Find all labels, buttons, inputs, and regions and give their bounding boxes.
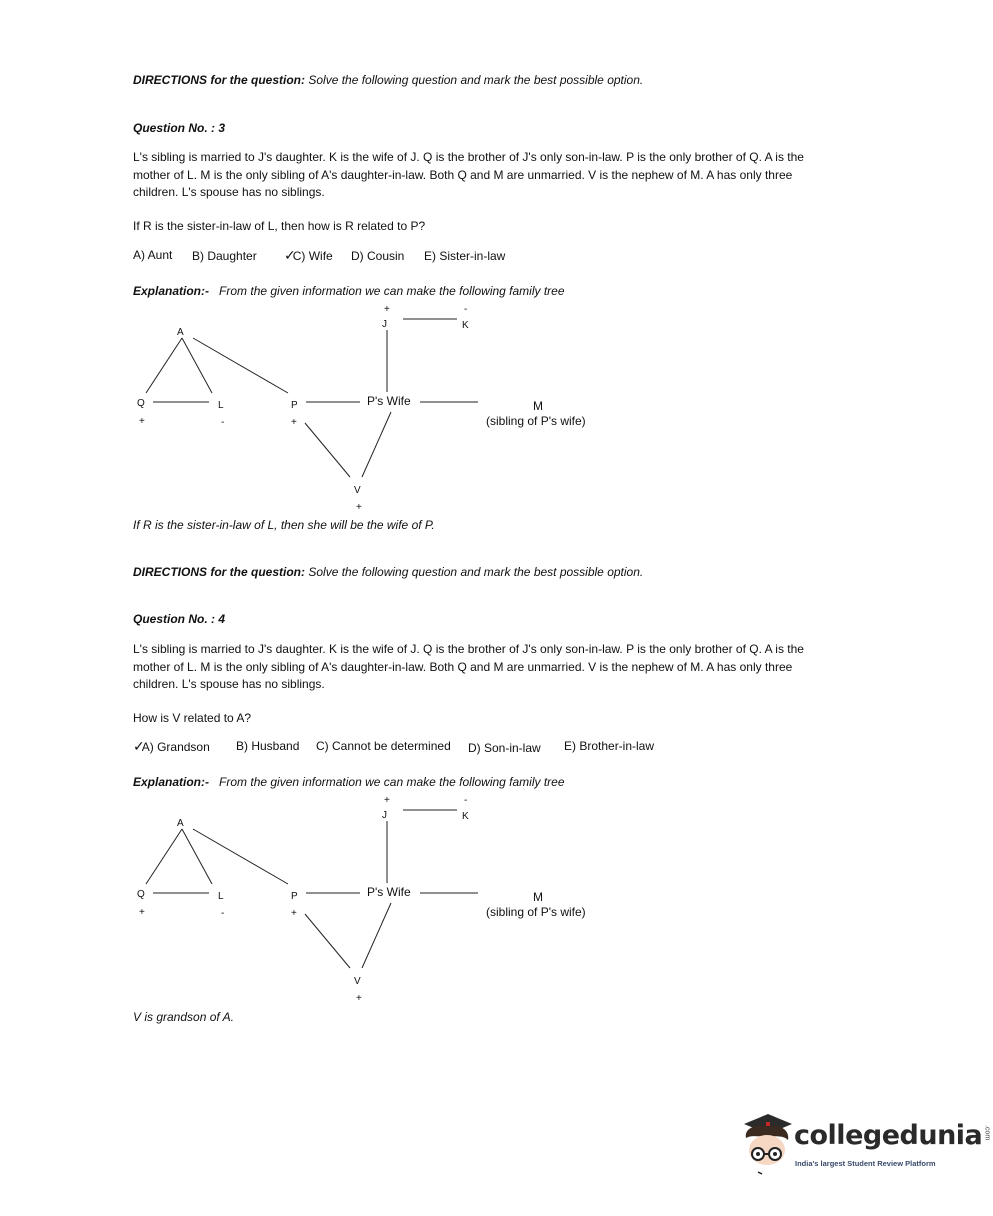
logo-tagline: India's largest Student Review Platform: [795, 1159, 936, 1168]
sign-l: -: [221, 908, 225, 919]
question-prompt: How is V related to A?: [133, 711, 252, 725]
family-tree-diagram: [0, 791, 993, 1011]
option-b[interactable]: B) Daughter: [192, 249, 257, 263]
node-a: A: [177, 327, 184, 338]
directions: DIRECTIONS for the question: Solve the following question and mark the best possible option.: [133, 565, 644, 579]
family-tree-diagram: [0, 300, 993, 520]
logo-wordmark: collegedunia.com: [794, 1120, 991, 1151]
node-l: L: [218, 891, 224, 902]
option-e[interactable]: E) Brother-in-law: [564, 739, 655, 753]
sign-k: -: [464, 304, 468, 315]
option-c[interactable]: ✓C) Wife: [284, 247, 333, 263]
directions: DIRECTIONS for the question: Solve the following question and mark the best possible option.: [133, 73, 644, 87]
node-j: J: [382, 810, 387, 821]
sign-j: +: [384, 304, 390, 315]
option-e[interactable]: E) Sister-in-law: [424, 249, 506, 263]
node-q: Q: [137, 398, 145, 409]
line-p-to-v: [305, 423, 350, 477]
line-wife-to-v: [362, 903, 391, 968]
question-number: Question No. : 4: [133, 612, 226, 626]
correct-check-icon: ✓: [284, 247, 296, 263]
question-number: Question No. : 3: [133, 121, 226, 135]
node-p: P: [291, 400, 298, 411]
sign-l: -: [221, 417, 225, 428]
sign-j: +: [384, 795, 390, 806]
node-l: L: [218, 400, 224, 411]
option-a[interactable]: A) Aunt: [133, 248, 173, 262]
question-paragraph: L's sibling is married to J's daughter. K is the wife of J. Q is the brother of J's only son-in-law. P is the only brother of Q. A is the mother of L. M is the only sibling of A's daughter-in-law. Both Q and M are unmarried. V is the nephew of M. A has only three children. L's spouse has no siblings.: [133, 642, 804, 691]
sign-q: +: [139, 416, 145, 427]
node-m-note: (sibling of P's wife): [486, 905, 586, 919]
node-m-note: (sibling of P's wife): [486, 414, 586, 428]
option-d[interactable]: D) Cousin: [351, 249, 405, 263]
node-m: M: [533, 399, 543, 413]
node-p: P: [291, 891, 298, 902]
sign-v: +: [356, 993, 362, 1004]
question-prompt: If R is the sister-in-law of L, then how is R related to P?: [133, 219, 426, 233]
collegedunia-logo: [738, 1108, 991, 1188]
option-a[interactable]: ✓A) Grandson: [133, 738, 210, 754]
option-d[interactable]: D) Son-in-law: [468, 741, 541, 755]
sign-k: -: [464, 795, 468, 806]
sign-p: +: [291, 908, 297, 919]
node-k: K: [462, 811, 469, 822]
sign-v: +: [356, 502, 362, 513]
question-paragraph: L's sibling is married to J's daughter. K is the wife of J. Q is the brother of J's only son-in-law. P is the only brother of Q. A is the mother of L. M is the only sibling of A's daughter-in-law. Both Q and M are unmarried. V is the nephew of M. A has only three children. L's spouse has no siblings.: [133, 150, 804, 199]
conclusion: If R is the sister-in-law of L, then she will be the wife of P.: [133, 518, 435, 532]
line-a-to-q: [146, 338, 182, 393]
conclusion: V is grandson of A.: [133, 1010, 234, 1024]
node-a: A: [177, 818, 184, 829]
node-v: V: [354, 976, 361, 987]
explanation: Explanation:- From the given information we can make the following family tree: [133, 775, 565, 789]
correct-check-icon: ✓: [133, 738, 145, 754]
node-j: J: [382, 319, 387, 330]
node-p-wife: P's Wife: [367, 885, 411, 899]
mascot-icon: [738, 1108, 798, 1178]
node-p-wife: P's Wife: [367, 394, 411, 408]
node-q: Q: [137, 889, 145, 900]
explanation: Explanation:- From the given information we can make the following family tree: [133, 284, 565, 298]
node-k: K: [462, 320, 469, 331]
line-wife-to-v: [362, 412, 391, 477]
sign-p: +: [291, 417, 297, 428]
option-c[interactable]: C) Cannot be determined: [316, 739, 451, 753]
node-m: M: [533, 890, 543, 904]
sign-q: +: [139, 907, 145, 918]
line-a-to-q: [146, 829, 182, 884]
line-p-to-v: [305, 914, 350, 968]
option-b[interactable]: B) Husband: [236, 739, 300, 753]
node-v: V: [354, 485, 361, 496]
